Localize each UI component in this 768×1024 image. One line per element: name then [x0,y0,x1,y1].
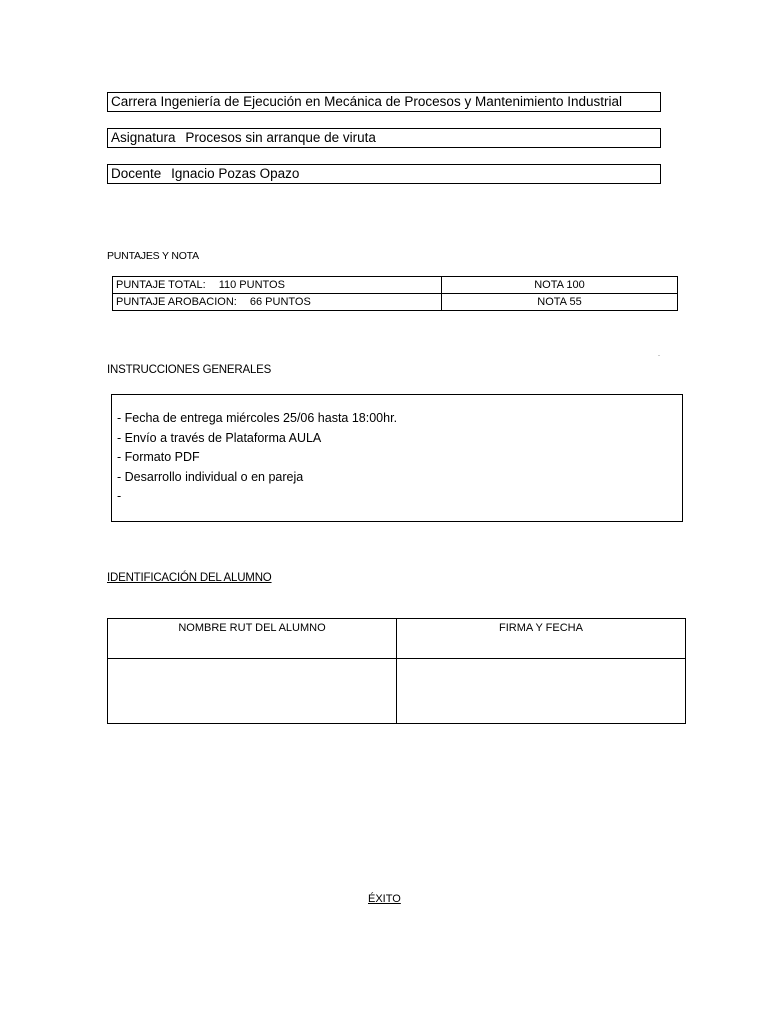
score-cell-aprobacion [113,294,442,311]
identificacion-header-row [108,619,686,659]
firma-fecha-header: FIRMA Y FECHA [397,619,686,659]
firma-fecha-cell[interactable] [397,659,686,724]
docente-value: Ignacio Pozas Opazo [171,166,300,181]
instruction-item: - Desarrollo individual o en pareja [117,469,304,484]
carrera-text: Carrera Ingeniería de Ejecución en Mecánica de Procesos y Mantenimiento Industrial [111,94,623,109]
score-row-total [113,277,678,294]
exito-footer: ÉXITO [368,893,401,905]
docente-box [107,164,661,184]
instruction-item: - Formato PDF [117,450,200,464]
score-label-total: PUNTAJE TOTAL: [116,279,206,291]
score-row-aprobacion [113,294,678,311]
identificacion-heading: IDENTIFICACIÓN DEL ALUMNO [107,572,272,584]
score-label-aprobacion: PUNTAJE AROBACION: [116,296,237,308]
instruction-item: - Fecha de entrega miércoles 25/06 hasta 18:00hr. [117,411,398,425]
identificacion-input-row [108,659,686,724]
instruction-item: - [117,489,122,503]
nota-aprobacion: NOTA 55 [442,294,678,311]
asignatura-box [107,128,661,148]
asignatura-label: Asignatura [111,130,176,145]
instruction-item: - Envío a través de Plataforma AULA [117,430,322,445]
carrera-box [107,92,661,112]
instrucciones-heading: INSTRUCCIONES GENERALES [107,364,272,376]
score-points-total: 110 PUNTOS [218,279,285,291]
score-table [112,276,678,311]
identificacion-table [107,618,686,724]
nota-total: NOTA 100 [442,277,678,294]
stray-mark [658,355,660,356]
instrucciones-box [111,394,683,522]
score-cell-total [113,277,442,294]
score-points-aprobacion: 66 PUNTOS [249,296,311,308]
nombre-rut-header: NOMBRE RUT DEL ALUMNO [108,619,397,659]
asignatura-value: Procesos sin arranque de viruta [185,130,376,145]
nombre-rut-cell[interactable] [108,659,397,724]
puntajes-heading: PUNTAJES Y NOTA [107,250,199,262]
docente-label: Docente [111,166,162,181]
